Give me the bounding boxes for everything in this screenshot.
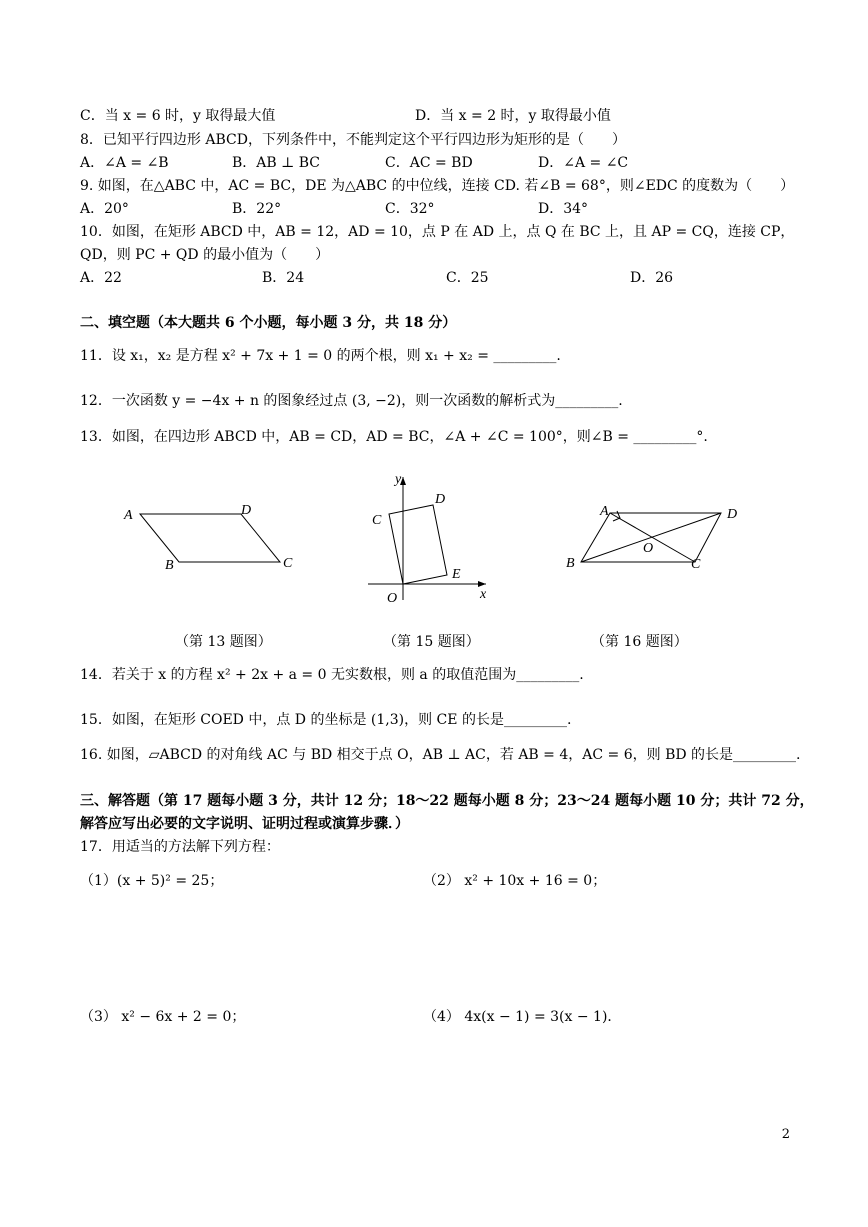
section-2-heading: 二、填空题（本大题共 6 个小题，每小题 3 分，共 18 分） bbox=[80, 315, 457, 331]
label-d: D bbox=[727, 507, 738, 522]
q8-option-a: A．∠A = ∠B bbox=[80, 155, 169, 171]
q11: 11．设 x₁，x₂ 是方程 x² + 7x + 1 = 0 的两个根，则 x₁ + x₂ = _________. bbox=[80, 348, 561, 364]
figure-15-coordinate-rectangle bbox=[360, 465, 500, 610]
q10-stem-line2: QD，则 PC + QD 的最小值为（ ） bbox=[80, 247, 330, 263]
q8-option-b: B．AB ⊥ BC bbox=[232, 155, 321, 171]
label-c: C bbox=[372, 513, 382, 528]
q10-stem-line1: 10．如图，在矩形 ABCD 中，AB = 12，AD = 10，点 P 在 AD 上，点 Q 在 BC 上，且 AP = CQ，连接 CP， bbox=[80, 224, 795, 240]
label-a: A bbox=[124, 508, 133, 523]
q7-option-d: D．当 x = 2 时，y 取得最小值 bbox=[415, 108, 611, 124]
label-c: C bbox=[283, 556, 293, 571]
q16: 16. 如图，▱ABCD 的对角线 AC 与 BD 相交于点 O，AB ⊥ AC，若 AB = 4，AC = 6，则 BD 的长是_________. bbox=[80, 747, 801, 763]
q13: 13．如图，在四边形 ABCD 中，AB = CD，AD = BC，∠A + ∠C = 100°，则∠B = _________°. bbox=[80, 429, 708, 445]
label-b: B bbox=[165, 558, 174, 573]
label-d: D bbox=[435, 492, 446, 507]
q10-option-c: C．25 bbox=[446, 270, 489, 286]
q9-option-d: D．34° bbox=[538, 201, 589, 217]
label-b: B bbox=[566, 556, 575, 571]
q17-part4: （4） 4x(x − 1) = 3(x − 1)． bbox=[423, 1009, 622, 1025]
q9-option-c: C．32° bbox=[385, 201, 435, 217]
q10-option-b: B．24 bbox=[262, 270, 305, 286]
section-3-heading-line2: 解答应写出必要的文字说明、证明过程或演算步骤．） bbox=[80, 816, 409, 832]
label-d: D bbox=[241, 503, 252, 518]
caption-fig15: （第 15 题图） bbox=[383, 634, 480, 650]
q10-option-d: D．26 bbox=[630, 270, 674, 286]
q10-option-a: A．22 bbox=[80, 270, 122, 286]
q8-option-d: D．∠A = ∠C bbox=[538, 155, 629, 171]
q14: 14．若关于 x 的方程 x² + 2x + a = 0 无实数根，则 a 的取值范围为_________. bbox=[80, 667, 584, 683]
q9-option-b: B．22° bbox=[232, 201, 282, 217]
label-o: O bbox=[387, 591, 398, 606]
parallelogram-abcd bbox=[140, 514, 280, 562]
q9-stem: 9. 如图，在△ABC 中，AC = BC，DE 为△ABC 的中位线，连接 CD. 若∠B = 68°，则∠EDC 的度数为（ ） bbox=[80, 178, 795, 194]
label-a: A bbox=[600, 504, 609, 519]
page-number: 2 bbox=[781, 1127, 790, 1142]
figure-13-parallelogram bbox=[115, 495, 305, 580]
q7-option-c: C．当 x = 6 时，y 取得最大值 bbox=[80, 108, 276, 124]
q17-stem: 17．用适当的方法解下列方程： bbox=[80, 839, 280, 855]
caption-fig16: （第 16 题图） bbox=[591, 634, 688, 650]
q17-part1: （1）(x + 5)² = 25； bbox=[80, 873, 224, 889]
q8-stem: 8．已知平行四边形 ABCD，下列条件中，不能判定这个平行四边形为矩形的是（ ） bbox=[80, 132, 626, 148]
q9-option-a: A．20° bbox=[80, 201, 129, 217]
label-o: O bbox=[643, 541, 654, 556]
figure-16-parallelogram-diagonals bbox=[560, 495, 750, 580]
label-c: C bbox=[691, 557, 701, 572]
label-e: E bbox=[452, 567, 461, 582]
section-3-heading-line1: 三、解答题（第 17 题每小题 3 分，共计 12 分；18～22 题每小题 8 分；23～24 题每小题 10 分；共计 72 分， bbox=[80, 793, 814, 809]
q17-part3: （3） x² − 6x + 2 = 0； bbox=[80, 1009, 246, 1025]
caption-fig13: （第 13 题图） bbox=[175, 634, 272, 650]
label-x: x bbox=[480, 587, 487, 602]
label-y: y bbox=[395, 472, 402, 487]
q12: 12．一次函数 y = −4x + n 的图象经过点 (3, −2)，则一次函数的解析式为_________. bbox=[80, 393, 623, 409]
q17-part2: （2） x² + 10x + 16 = 0； bbox=[423, 873, 607, 889]
q15: 15．如图，在矩形 COED 中，点 D 的坐标是 (1,3)，则 CE 的长是_________. bbox=[80, 712, 572, 728]
rectangle-coed bbox=[389, 505, 447, 584]
q8-option-c: C．AC = BD bbox=[385, 155, 473, 171]
